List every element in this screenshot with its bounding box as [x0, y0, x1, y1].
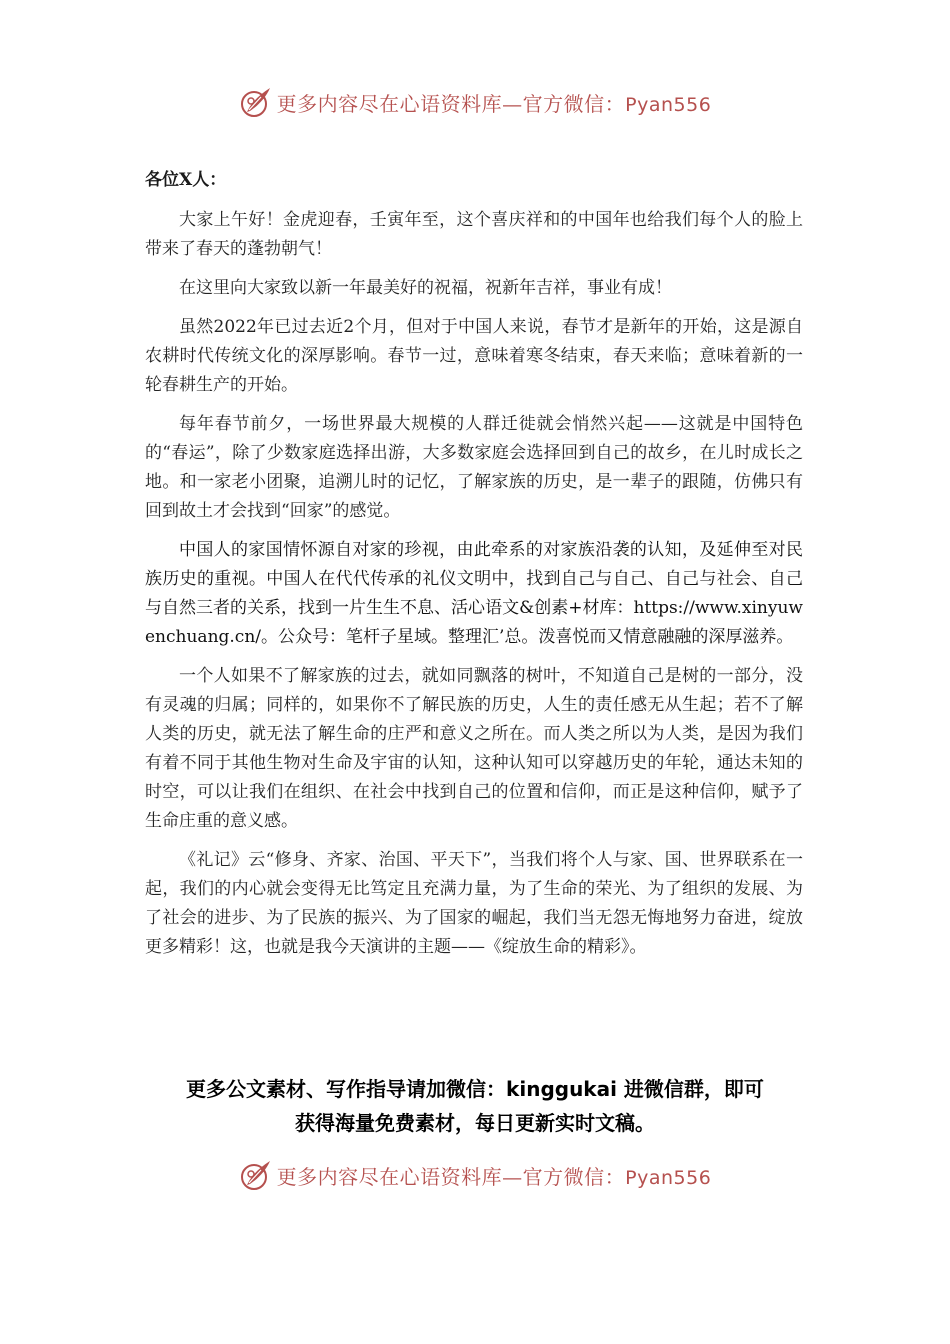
paragraph-4: 每年春节前夕，一场世界最大规模的人群迁徙就会悄然兴起——这就是中国特色的“春运”，除了少数家庭选择出游，大多数家庭会选择回到自己的故乡，在儿时成长之地。和一家老小团聚，追溯儿时的记忆，了解家族的历史，是一辈子的跟随，仿佛只有回到故土才会找到“回家”的感觉。	[145, 414, 803, 521]
paragraph-1: 大家上午好！金虎迎春，壬寅年至，这个喜庆祥和的中国年也给我们每个人的脸上带来了春天的蓬勃朝气！	[145, 210, 803, 259]
footer-banner-label: 更多内容尽在心语资料库—官方微信：	[276, 1164, 626, 1189]
paragraph-2: 在这里向大家致以新一年最美好的祝福，祝新年吉祥，事业有成！	[179, 278, 672, 298]
paragraph-7: 《礼记》云“修身、齐家、治国、平天下”，当我们将个人与家、国、世界联系在一起，我们的内心就会变得无比笃定且充满力量，为了生命的荣光、为了组织的发展、为了社会的进步、为了民族的振兴、为了国家的崛起，我们当无怨无悔地努力奋进，绽放更多精彩！这，也就是我今天演讲的主题——《绽放生命的精彩》。	[145, 850, 803, 957]
header-banner-text	[277, 88, 712, 117]
footer-note	[140, 1072, 810, 1140]
paragraph-6: 一个人如果不了解家族的过去，就如同飘落的树叶，不知道自己是树的一部分，没有灵魂的归属；同样的，如果你不了解民族的历史，人生的责任感无从生起；若不了解人类的历史，就无法了解生命的庄严和意义之所在。而人类之所以为人类，是因为我们有着不同于其他生物对生命及宇宙的认知，这种认知可以穿越历史的年轮，通达未知的时空，可以让我们在组织、在社会中找到自己的位置和信仰，而正是这种信仰，赋予了生命庄重的意义感。	[145, 666, 803, 831]
footer-note-line-2: 获得海量免费素材，每日更新实时文稿。	[295, 1111, 655, 1135]
quill-pen-logo-icon	[239, 1158, 273, 1192]
footer-banner-handle: Pyan556	[625, 1166, 712, 1189]
header-banner	[0, 82, 950, 122]
quill-pen-logo-icon	[239, 85, 273, 119]
document-body	[145, 166, 803, 972]
footer-banner-text	[277, 1161, 712, 1190]
greeting: 各位X人：	[145, 170, 227, 190]
header-banner-handle: Pyan556	[625, 93, 712, 116]
paragraph-3: 虽然2022年已过去近2个月，但对于中国人来说，春节才是新年的开始，这是源自农耕时代传统文化的深厚影响。春节一过，意味着寒冬结束，春天来临；意味着新的一轮春耕生产的开始。	[145, 317, 803, 395]
footer-banner	[0, 1155, 950, 1195]
footer-note-line-1: 更多公文素材、写作指导请加微信：kinggukai 进微信群，即可	[186, 1077, 764, 1101]
paragraph-5: 中国人的家国情怀源自对家的珍视，由此牵系的对家族沿袭的认知，及延伸至对民族历史的重视。中国人在代代传承的礼仪文明中，找到自己与自己、自己与社会、自己与自然三者的关系，找到一片生生不息、活心语文&创素+材库：https://www.xinyuwenchuang.cn/。公众号：笔杆子星域。整理汇’总。泼喜悦而又情意融融的深厚滋养。	[145, 540, 803, 647]
header-banner-label: 更多内容尽在心语资料库—官方微信：	[276, 91, 626, 116]
